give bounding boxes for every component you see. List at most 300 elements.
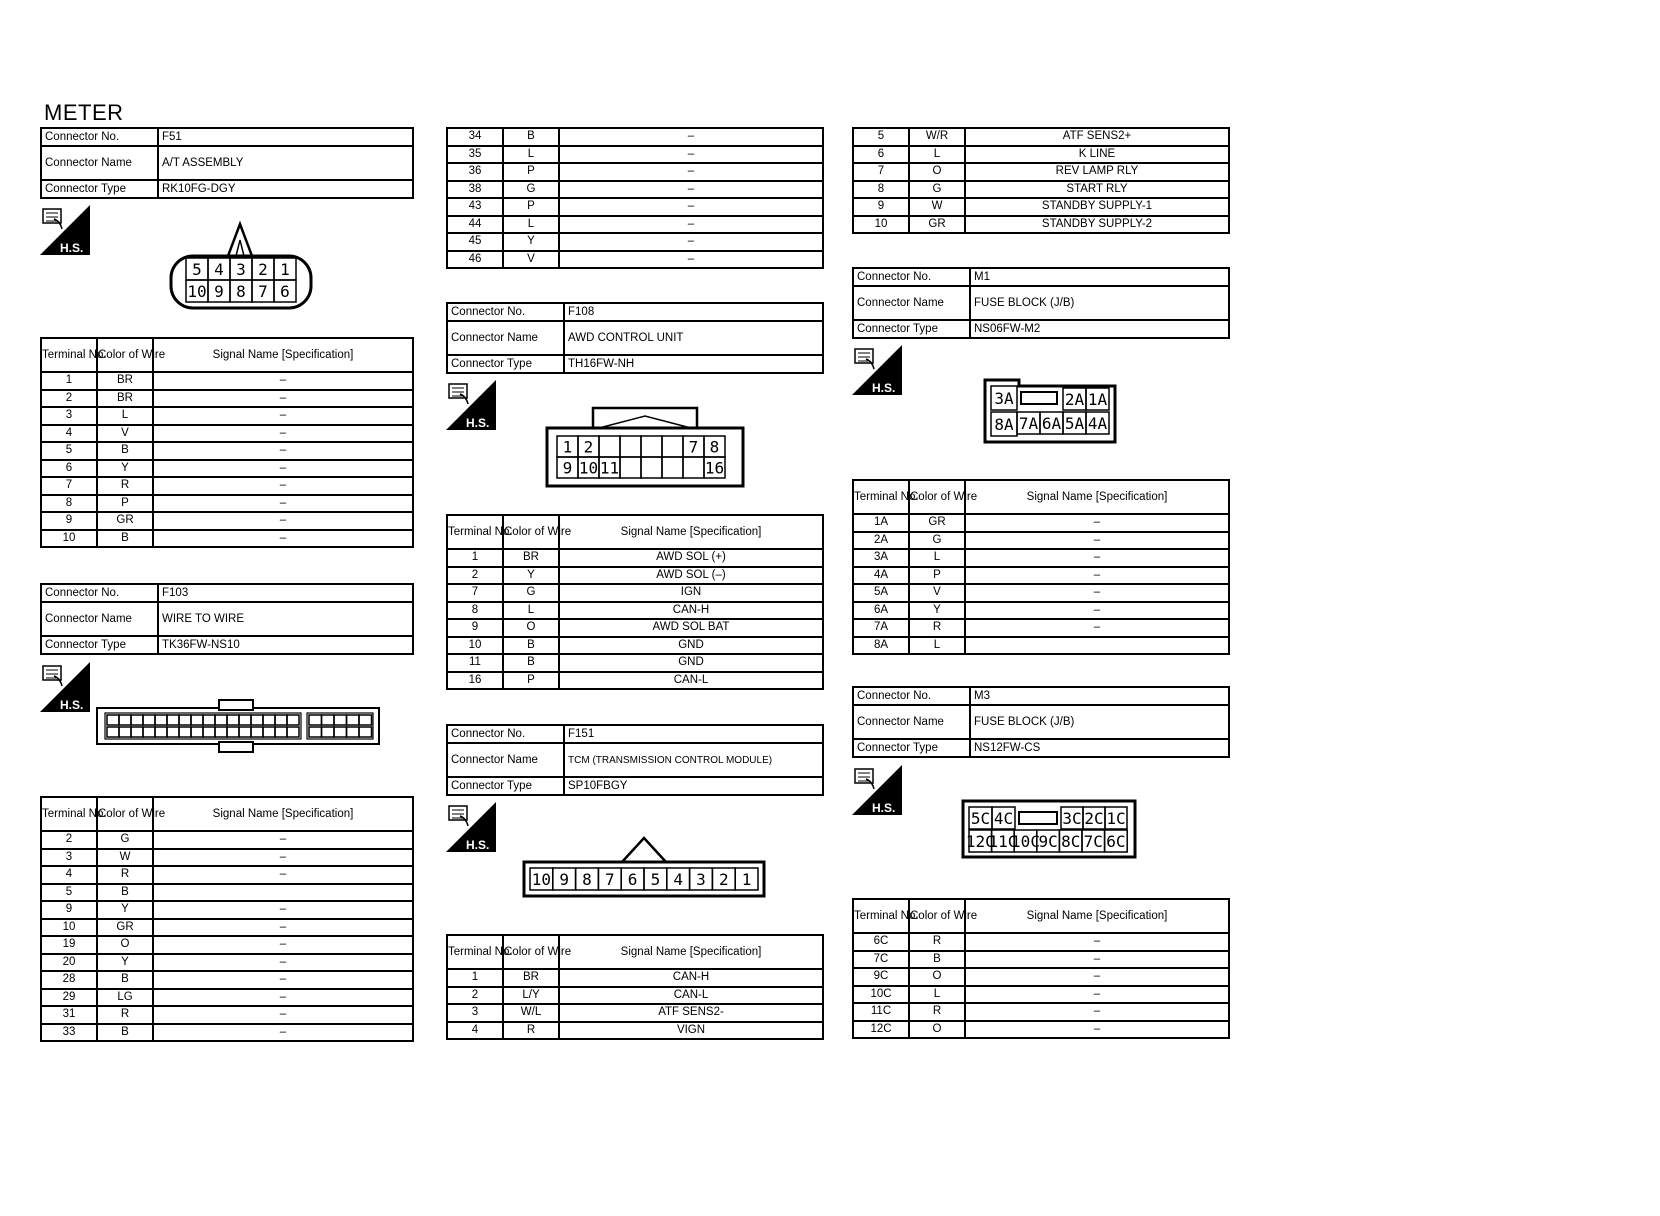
header-signal-name: Signal Name [Specification]: [559, 935, 823, 969]
wire-color-cell: P: [503, 198, 559, 216]
terminal-no-cell: 2: [447, 567, 503, 585]
table-row: [41, 901, 413, 919]
table-row: [41, 495, 413, 513]
pin-label: 10: [531, 870, 552, 889]
wire-color-cell: R: [909, 1003, 965, 1021]
signal-name-cell: START RLY: [965, 181, 1229, 199]
signal-name-cell: –: [965, 602, 1229, 620]
table-row: [853, 951, 1229, 969]
table-row: [41, 407, 413, 425]
signal-name-cell: VIGN: [559, 1022, 823, 1040]
signal-name-cell: –: [153, 425, 413, 443]
pin-label: 9: [559, 870, 570, 889]
table-row: [447, 549, 823, 567]
signal-name-cell: –: [153, 442, 413, 460]
label-connector-no: Connector No.: [447, 303, 564, 321]
terminal-no-cell: 1: [447, 969, 503, 987]
signal-name-cell: –: [153, 495, 413, 513]
wire-color-cell: O: [909, 968, 965, 986]
terminal-no-cell: 8A: [853, 637, 909, 655]
terminal-no-cell: 16: [447, 672, 503, 690]
label-connector-no: Connector No.: [41, 584, 158, 602]
signal-name-cell: –: [965, 584, 1229, 602]
connector-type-value: RK10FG-DGY: [158, 180, 413, 198]
table-row: [853, 163, 1229, 181]
terminal-no-cell: 7: [447, 584, 503, 602]
terminal-table-f151-cont: [852, 127, 1230, 234]
table-row: [41, 884, 413, 902]
pin-label: 8A: [994, 415, 1014, 434]
header-terminal-no: Terminal No.: [853, 899, 909, 933]
signal-name-cell: –: [965, 986, 1229, 1004]
signal-name-cell: CAN-H: [559, 602, 823, 620]
terminal-no-cell: 12C: [853, 1021, 909, 1039]
wire-color-cell: V: [503, 251, 559, 269]
terminal-no-cell: 4: [447, 1022, 503, 1040]
table-row: [447, 602, 823, 620]
wire-color-cell: L: [503, 146, 559, 164]
terminal-no-cell: 1: [41, 372, 97, 390]
signal-name-cell: –: [965, 619, 1229, 637]
wire-color-cell: BR: [503, 549, 559, 567]
table-row: [41, 954, 413, 972]
terminal-no-cell: 7: [853, 163, 909, 181]
pin-label: 9: [214, 282, 224, 301]
wire-color-cell: B: [97, 1024, 153, 1042]
connector-info-f51: [40, 127, 414, 199]
hs-label: H.S.: [872, 801, 896, 815]
table-row: [853, 584, 1229, 602]
signal-name-cell: CAN-H: [559, 969, 823, 987]
table-row: [447, 128, 823, 146]
wire-color-cell: R: [503, 1022, 559, 1040]
pin-label: 2A: [1064, 390, 1085, 409]
connector-name-value: A/T ASSEMBLY: [158, 146, 413, 180]
connector-info-f108: [446, 302, 824, 374]
harness-side-icon: [446, 802, 496, 852]
hs-label: H.S.: [60, 241, 84, 255]
wire-color-cell: Y: [97, 460, 153, 478]
terminal-table-f103: [40, 796, 414, 1042]
wire-color-cell: B: [503, 637, 559, 655]
signal-name-cell: AWD SOL (+): [559, 549, 823, 567]
hs-label: H.S.: [60, 698, 84, 712]
wire-color-cell: Y: [97, 954, 153, 972]
signal-name-cell: –: [153, 390, 413, 408]
table-row: [853, 128, 1229, 146]
wire-color-cell: O: [909, 163, 965, 181]
header-color-of-wire: Color of Wire: [909, 480, 965, 514]
wire-color-cell: R: [909, 619, 965, 637]
signal-name-cell: –: [965, 968, 1229, 986]
harness-side-icon: [446, 380, 496, 430]
pin-label: 8: [582, 870, 592, 889]
signal-name-cell: –: [153, 936, 413, 954]
wire-color-cell: O: [503, 619, 559, 637]
label-connector-type: Connector Type: [853, 739, 970, 757]
table-row: [447, 987, 823, 1005]
signal-name-cell: CAN-L: [559, 672, 823, 690]
terminal-no-cell: 1: [447, 549, 503, 567]
connector-face-f151: [522, 834, 766, 898]
table-row: [853, 567, 1229, 585]
pin-label: 8C: [1061, 832, 1081, 851]
connector-name-value: AWD CONTROL UNIT: [564, 321, 823, 355]
terminal-no-cell: 1A: [853, 514, 909, 532]
terminal-table-m1: [852, 479, 1230, 655]
table-row: [853, 986, 1229, 1004]
table-row: [41, 442, 413, 460]
pin-label: 1C: [1106, 809, 1126, 828]
terminal-no-cell: 19: [41, 936, 97, 954]
connector-type-value: NS12FW-CS: [970, 739, 1229, 757]
signal-name-cell: –: [153, 1024, 413, 1042]
wire-color-cell: G: [909, 532, 965, 550]
terminal-table-f51: [40, 337, 414, 548]
connector-type-value: TH16FW-NH: [564, 355, 823, 373]
terminal-no-cell: 6: [853, 146, 909, 164]
signal-name-cell: –: [559, 146, 823, 164]
connector-name-value: WIRE TO WIRE: [158, 602, 413, 636]
table-row: [447, 654, 823, 672]
signal-name-cell: [153, 884, 413, 902]
label-connector-type: Connector Type: [447, 355, 564, 373]
connector-no-value: F108: [564, 303, 823, 321]
wire-color-cell: G: [97, 831, 153, 849]
wire-color-cell: BR: [97, 372, 153, 390]
signal-name-cell: –: [153, 477, 413, 495]
wire-color-cell: O: [97, 936, 153, 954]
pin-label: 7: [604, 870, 615, 889]
terminal-no-cell: 3A: [853, 549, 909, 567]
signal-name-cell: –: [153, 989, 413, 1007]
table-row: [853, 514, 1229, 532]
terminal-no-cell: 11: [447, 654, 503, 672]
table-row: [41, 866, 413, 884]
table-row: [853, 933, 1229, 951]
connector-info-f151: [446, 724, 824, 796]
terminal-no-cell: 33: [41, 1024, 97, 1042]
signal-name-cell: –: [965, 567, 1229, 585]
signal-name-cell: –: [153, 849, 413, 867]
pin-label: 12C: [965, 832, 995, 851]
connector-face-f103: [95, 698, 381, 754]
signal-name-cell: REV LAMP RLY: [965, 163, 1229, 181]
terminal-table-f151: [446, 934, 824, 1040]
table-row: [447, 567, 823, 585]
terminal-no-cell: 9: [41, 901, 97, 919]
pin-label: 2C: [1084, 809, 1104, 828]
label-connector-type: Connector Type: [41, 636, 158, 654]
connector-type-value: NS06FW-M2: [970, 320, 1229, 338]
wire-color-cell: L: [503, 602, 559, 620]
terminal-no-cell: 10: [41, 919, 97, 937]
pin-label: 4: [673, 870, 684, 889]
connector-face-f108: [545, 406, 745, 488]
label-connector-no: Connector No.: [41, 128, 158, 146]
table-row: [41, 919, 413, 937]
header-color-of-wire: Color of Wire: [97, 797, 153, 831]
terminal-no-cell: 43: [447, 198, 503, 216]
pin-label: 11C: [988, 832, 1018, 851]
connector-name-value: FUSE BLOCK (J/B): [970, 286, 1229, 320]
terminal-no-cell: 2A: [853, 532, 909, 550]
pin-label: 5C: [970, 809, 991, 828]
signal-name-cell: K LINE: [965, 146, 1229, 164]
wire-color-cell: W: [909, 198, 965, 216]
terminal-table-m3: [852, 898, 1230, 1039]
header-signal-name: Signal Name [Specification]: [965, 480, 1229, 514]
wire-color-cell: L: [97, 407, 153, 425]
table-row: [447, 1022, 823, 1040]
table-row: [447, 233, 823, 251]
signal-name-cell: AWD SOL (–): [559, 567, 823, 585]
wire-color-cell: L/Y: [503, 987, 559, 1005]
signal-name-cell: [965, 637, 1229, 655]
signal-name-cell: –: [559, 233, 823, 251]
signal-name-cell: ATF SENS2-: [559, 1004, 823, 1022]
signal-name-cell: –: [153, 901, 413, 919]
table-row: [853, 181, 1229, 199]
wire-color-cell: W: [97, 849, 153, 867]
table-row: [853, 968, 1229, 986]
connector-no-value: F103: [158, 584, 413, 602]
terminal-table-f103-cont: [446, 127, 824, 269]
wire-color-cell: Y: [503, 567, 559, 585]
signal-name-cell: –: [153, 530, 413, 548]
signal-name-cell: AWD SOL BAT: [559, 619, 823, 637]
pin-label: 6: [627, 870, 638, 889]
terminal-no-cell: 20: [41, 954, 97, 972]
connector-no-value: F151: [564, 725, 823, 743]
connector-face-f51: [168, 220, 314, 312]
table-row: [853, 532, 1229, 550]
terminal-no-cell: 5A: [853, 584, 909, 602]
signal-name-cell: –: [153, 971, 413, 989]
wire-color-cell: GR: [909, 216, 965, 234]
terminal-no-cell: 7A: [853, 619, 909, 637]
wire-color-cell: L: [909, 146, 965, 164]
table-row: [447, 181, 823, 199]
wire-color-cell: B: [503, 654, 559, 672]
signal-name-cell: –: [153, 1006, 413, 1024]
wire-color-cell: L: [909, 549, 965, 567]
signal-name-cell: –: [965, 951, 1229, 969]
signal-name-cell: –: [153, 919, 413, 937]
label-connector-name: Connector Name: [853, 705, 970, 739]
signal-name-cell: –: [153, 407, 413, 425]
table-row: [41, 477, 413, 495]
wire-color-cell: P: [503, 672, 559, 690]
signal-name-cell: –: [965, 1003, 1229, 1021]
terminal-no-cell: 10C: [853, 986, 909, 1004]
connector-no-value: F51: [158, 128, 413, 146]
header-signal-name: Signal Name [Specification]: [153, 797, 413, 831]
label-connector-type: Connector Type: [41, 180, 158, 198]
table-row: [447, 163, 823, 181]
table-row: [41, 460, 413, 478]
connector-info-f103: [40, 583, 414, 655]
terminal-no-cell: 2: [447, 987, 503, 1005]
wire-color-cell: V: [97, 425, 153, 443]
signal-name-cell: –: [559, 251, 823, 269]
label-connector-name: Connector Name: [41, 602, 158, 636]
header-color-of-wire: Color of Wire: [909, 899, 965, 933]
terminal-no-cell: 6C: [853, 933, 909, 951]
table-row: [853, 602, 1229, 620]
signal-name-cell: –: [153, 831, 413, 849]
signal-name-cell: ATF SENS2+: [965, 128, 1229, 146]
connector-name-value: TCM (TRANSMISSION CONTROL MODULE): [564, 743, 823, 777]
header-terminal-no: Terminal No.: [853, 480, 909, 514]
pin-label: 6: [280, 282, 290, 301]
table-row: [447, 251, 823, 269]
terminal-no-cell: 36: [447, 163, 503, 181]
table-row: [447, 146, 823, 164]
terminal-no-cell: 4: [41, 866, 97, 884]
terminal-no-cell: 4A: [853, 567, 909, 585]
pin-label: 8: [236, 282, 246, 301]
pin-label: 1: [562, 437, 573, 457]
pin-label: 2: [583, 437, 594, 457]
terminal-no-cell: 9: [853, 198, 909, 216]
label-connector-no: Connector No.: [447, 725, 564, 743]
wire-color-cell: L: [503, 216, 559, 234]
pin-label: 9: [562, 458, 573, 478]
table-row: [853, 1021, 1229, 1039]
signal-name-cell: –: [559, 216, 823, 234]
wire-color-cell: P: [503, 163, 559, 181]
table-row: [853, 619, 1229, 637]
terminal-no-cell: 31: [41, 1006, 97, 1024]
wire-color-cell: GR: [97, 919, 153, 937]
pin-label: 6C: [1106, 832, 1126, 851]
pin-label: 8: [709, 437, 720, 457]
pin-label: 9C: [1038, 832, 1058, 851]
harness-side-icon: [40, 205, 90, 255]
pin-label: 5: [192, 260, 202, 279]
signal-name-cell: CAN-L: [559, 987, 823, 1005]
table-row: [447, 672, 823, 690]
pin-label: 7: [688, 437, 699, 457]
wire-color-cell: GR: [909, 514, 965, 532]
wire-color-cell: GR: [97, 512, 153, 530]
pin-label: 4: [214, 260, 224, 279]
table-row: [853, 637, 1229, 655]
table-row: [41, 390, 413, 408]
table-row: [41, 530, 413, 548]
wire-color-cell: Y: [97, 901, 153, 919]
connector-face-m1: [983, 376, 1117, 446]
pin-label: 7A: [1018, 414, 1039, 433]
wire-color-cell: B: [97, 530, 153, 548]
table-row: [447, 619, 823, 637]
pin-label: 5: [650, 870, 661, 889]
table-row: [447, 216, 823, 234]
terminal-no-cell: 5: [41, 884, 97, 902]
wire-color-cell: G: [909, 181, 965, 199]
terminal-no-cell: 28: [41, 971, 97, 989]
hs-label: H.S.: [466, 416, 490, 430]
signal-name-cell: –: [153, 460, 413, 478]
connector-info-m3: [852, 686, 1230, 758]
terminal-no-cell: 2: [41, 831, 97, 849]
terminal-no-cell: 10: [447, 637, 503, 655]
terminal-no-cell: 8: [41, 495, 97, 513]
signal-name-cell: GND: [559, 654, 823, 672]
table-row: [853, 216, 1229, 234]
wire-color-cell: G: [503, 181, 559, 199]
connector-face-m3: [961, 799, 1137, 859]
wire-color-cell: B: [503, 128, 559, 146]
label-connector-name: Connector Name: [853, 286, 970, 320]
terminal-no-cell: 5: [41, 442, 97, 460]
table-row: [447, 969, 823, 987]
wire-color-cell: LG: [97, 989, 153, 1007]
pin-label: 4C: [993, 809, 1014, 828]
wire-color-cell: R: [97, 1006, 153, 1024]
terminal-no-cell: 45: [447, 233, 503, 251]
table-row: [41, 1024, 413, 1042]
connector-type-value: TK36FW-NS10: [158, 636, 413, 654]
pin-label: 4A: [1087, 414, 1108, 433]
pin-label: 1: [741, 870, 752, 889]
header-signal-name: Signal Name [Specification]: [965, 899, 1229, 933]
table-row: [853, 146, 1229, 164]
signal-name-cell: –: [965, 514, 1229, 532]
terminal-no-cell: 3: [447, 1004, 503, 1022]
wire-color-cell: L: [909, 637, 965, 655]
terminal-no-cell: 4: [41, 425, 97, 443]
harness-side-icon: [852, 345, 902, 395]
harness-side-icon: [852, 765, 902, 815]
signal-name-cell: –: [153, 866, 413, 884]
pin-label: 11: [599, 458, 620, 478]
terminal-no-cell: 7: [41, 477, 97, 495]
signal-name-cell: STANDBY SUPPLY-1: [965, 198, 1229, 216]
header-terminal-no: Terminal No.: [41, 338, 97, 372]
wire-color-cell: Y: [503, 233, 559, 251]
connector-no-value: M1: [970, 268, 1229, 286]
connector-type-value: SP10FBGY: [564, 777, 823, 795]
terminal-no-cell: 9: [41, 512, 97, 530]
pin-label: 3: [236, 260, 246, 279]
terminal-no-cell: 10: [853, 216, 909, 234]
signal-name-cell: –: [559, 128, 823, 146]
signal-name-cell: –: [965, 933, 1229, 951]
pin-label: 7C: [1083, 832, 1103, 851]
wire-color-cell: B: [97, 971, 153, 989]
terminal-no-cell: 9: [447, 619, 503, 637]
wire-color-cell: B: [97, 442, 153, 460]
hs-label: H.S.: [466, 838, 490, 852]
signal-name-cell: –: [965, 1021, 1229, 1039]
header-terminal-no: Terminal No.: [447, 935, 503, 969]
pin-label: 3: [696, 870, 706, 889]
pin-label: 6A: [1041, 414, 1062, 433]
table-row: [41, 1006, 413, 1024]
header-color-of-wire: Color of Wire: [503, 935, 559, 969]
pin-label: 10C: [1011, 832, 1040, 851]
wire-color-cell: BR: [97, 390, 153, 408]
terminal-no-cell: 3: [41, 407, 97, 425]
pin-label: 5A: [1064, 414, 1085, 433]
pin-label: 3A: [994, 389, 1014, 408]
label-connector-type: Connector Type: [447, 777, 564, 795]
connector-no-value: M3: [970, 687, 1229, 705]
terminal-no-cell: 44: [447, 216, 503, 234]
signal-name-cell: –: [153, 372, 413, 390]
